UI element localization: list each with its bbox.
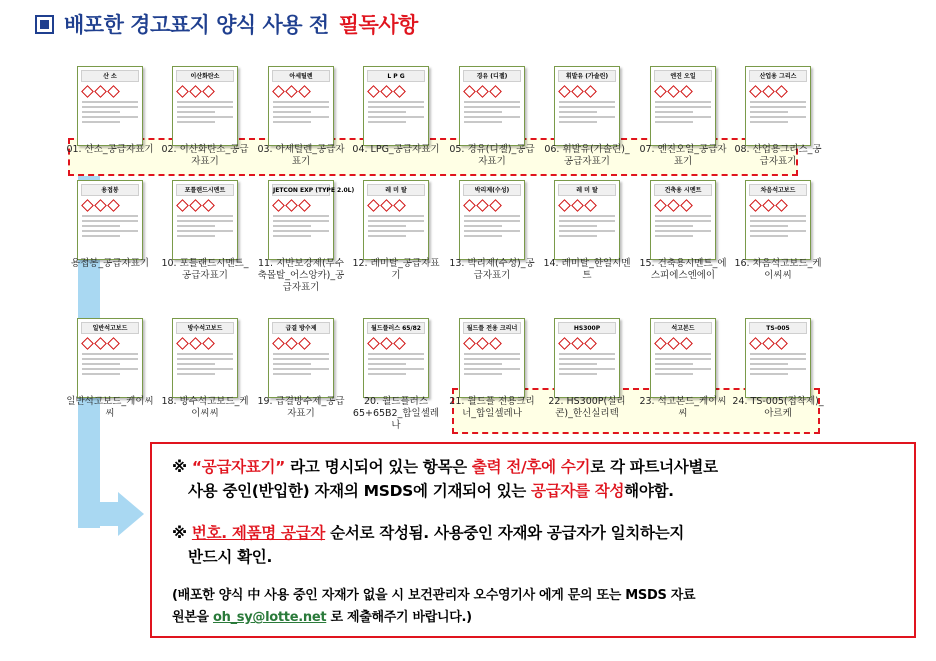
form-caption[interactable]: 15. 건축용시멘트_에스피에스엔에이 <box>639 258 727 281</box>
hazard-diamond-icon <box>749 85 762 98</box>
text-line <box>177 368 233 370</box>
thumbnail-header: HS300P <box>558 322 616 334</box>
text-line <box>273 225 311 227</box>
text-line <box>750 225 788 227</box>
hazard-diamond-icon <box>463 199 476 212</box>
thumbnail-header: 산 소 <box>81 70 139 82</box>
hazard-icons <box>82 85 138 98</box>
form-thumbnail[interactable] <box>268 180 355 260</box>
title-emphasis: 필독사항 <box>338 13 418 37</box>
hazard-icons <box>750 199 806 212</box>
text-line <box>82 235 120 237</box>
text-line <box>273 111 311 113</box>
hazard-diamond-icon <box>476 199 489 212</box>
notice-box: ※ “공급자표기” 라고 명시되어 있는 항목은 출력 전/후에 수기로 각 파트너사별로 사용 중인(반입한) 자재의 MSDS에 기재되어 있는 공급자를 작성해야함. ※ 번호. 제품명 공급자 순서로 작성됨. 사용중인 자재와 공급자가 일치하는지 반드시 확인. (배포한 양식 中 사용 중인 자재가 없을 시 보건관리자 오수영기사 에게 문의 또는 MSDS 자료 원본을 oh_sy@lotte.net 로 제출해주기 바랍니다.) <box>150 442 916 638</box>
hazard-diamond-icon <box>285 337 298 350</box>
text-line <box>82 215 138 217</box>
thumbnail-header: TS-005 <box>749 322 807 334</box>
text-line <box>559 111 597 113</box>
text-line <box>655 106 711 108</box>
thumbnail-header: 아세틸렌 <box>272 70 330 82</box>
text-line <box>655 121 693 123</box>
form-thumbnail[interactable] <box>745 66 811 146</box>
text-line <box>559 235 597 237</box>
text-line <box>273 106 329 108</box>
form-caption[interactable]: 24. TS-005(접착제)_아르케 <box>732 396 824 419</box>
text-line <box>464 230 520 232</box>
form-caption[interactable]: 03. 아세틸렌_공급자표기 <box>257 144 345 167</box>
form-thumbnail[interactable] <box>650 180 716 260</box>
hazard-icons <box>177 85 233 98</box>
arrow-right-icon <box>118 492 144 536</box>
text-line <box>464 373 502 375</box>
text-line <box>82 358 138 360</box>
text-line <box>368 116 424 118</box>
thumbnail-header: 일반석고보드 <box>81 322 139 334</box>
form-caption[interactable]: 13. 박리제(수성)_공급자표기 <box>449 258 535 281</box>
text-line <box>177 106 233 108</box>
hazard-icons <box>655 85 711 98</box>
note-bullet: ※ <box>172 458 187 476</box>
text-line <box>750 116 806 118</box>
text-line <box>177 373 215 375</box>
text-line <box>273 220 329 222</box>
text-line <box>368 353 424 355</box>
hazard-diamond-icon <box>680 199 693 212</box>
hazard-diamond-icon <box>558 85 571 98</box>
hazard-diamond-icon <box>489 85 502 98</box>
text-line <box>177 116 233 118</box>
form-caption[interactable]: 20. 월드플러스65+65B2_합일셀레나 <box>352 396 440 431</box>
form-caption[interactable]: 05. 경유(디젤)_공급자표기 <box>449 144 535 167</box>
text-line <box>82 121 120 123</box>
text-line <box>368 106 424 108</box>
page-title <box>35 8 418 40</box>
text-line <box>750 373 788 375</box>
text-line <box>177 353 233 355</box>
text-line <box>82 225 120 227</box>
text-line <box>464 215 520 217</box>
hazard-diamond-icon <box>463 85 476 98</box>
text-line <box>655 230 711 232</box>
text-line <box>82 353 138 355</box>
text-line <box>82 220 138 222</box>
thumbnail-header: 레 미 탈 <box>558 184 616 196</box>
hazard-diamond-icon <box>107 337 120 350</box>
form-thumbnail[interactable] <box>745 318 811 398</box>
form-caption[interactable]: 02. 이산화탄소_공급자표기 <box>161 144 249 167</box>
text-line <box>559 106 615 108</box>
hazard-diamond-icon <box>107 85 120 98</box>
text-line <box>177 363 215 365</box>
hazard-diamond-icon <box>285 199 298 212</box>
thumbnail-header: 산업용 그리스 <box>749 70 807 82</box>
hazard-diamond-icon <box>667 199 680 212</box>
text-line <box>750 230 806 232</box>
text-line <box>177 235 215 237</box>
text-line <box>750 215 806 217</box>
text-line <box>464 101 520 103</box>
form-thumbnail[interactable] <box>554 180 620 260</box>
thumbnail-header: JETCON EXP (TYPE 2.0L) <box>272 184 330 196</box>
hazard-diamond-icon <box>202 337 215 350</box>
text-line <box>655 116 711 118</box>
hazard-diamond-icon <box>654 337 667 350</box>
hazard-icons <box>177 199 233 212</box>
text-line <box>750 220 806 222</box>
thumbnail-header: L P G <box>367 70 425 82</box>
hazard-icons <box>82 199 138 212</box>
thumbnail-header: 용접봉 <box>81 184 139 196</box>
hazard-diamond-icon <box>380 337 393 350</box>
hazard-icons <box>750 85 806 98</box>
text-line <box>273 358 329 360</box>
form-caption[interactable]: 21. 월드플 전용크리너_합일셀레나 <box>449 396 535 419</box>
thumbnail-header: 월드플러스 65/82 <box>367 322 425 334</box>
text-line <box>655 353 711 355</box>
text-line <box>177 220 233 222</box>
hazard-icons <box>368 199 424 212</box>
text-line <box>559 215 615 217</box>
hazard-diamond-icon <box>571 337 584 350</box>
hazard-diamond-icon <box>202 199 215 212</box>
hazard-diamond-icon <box>775 85 788 98</box>
text-line <box>368 363 406 365</box>
hazard-icons <box>464 337 520 350</box>
hazard-diamond-icon <box>189 199 202 212</box>
text-line <box>464 111 502 113</box>
text-line <box>177 215 233 217</box>
text-line <box>559 358 615 360</box>
hazard-diamond-icon <box>489 337 502 350</box>
text-line <box>559 373 597 375</box>
text-line <box>750 358 806 360</box>
text-line <box>750 101 806 103</box>
hazard-diamond-icon <box>81 337 94 350</box>
thumbnail-header: 방수석고보드 <box>176 322 234 334</box>
hazard-diamond-icon <box>367 85 380 98</box>
hazard-diamond-icon <box>367 199 380 212</box>
thumbnail-header: 차음석고보드 <box>749 184 807 196</box>
text-line <box>368 368 424 370</box>
text-line <box>273 215 329 217</box>
hazard-icons <box>559 199 615 212</box>
text-line <box>464 116 520 118</box>
text-line <box>655 363 693 365</box>
hazard-diamond-icon <box>584 337 597 350</box>
hazard-diamond-icon <box>393 85 406 98</box>
hazard-diamond-icon <box>298 337 311 350</box>
text-line <box>82 373 120 375</box>
text-line <box>559 225 597 227</box>
form-caption[interactable]: 23. 석고본드_케이씨씨 <box>639 396 727 419</box>
text-line <box>750 363 788 365</box>
text-line <box>655 373 693 375</box>
text-line <box>655 368 711 370</box>
text-line <box>464 220 520 222</box>
hazard-diamond-icon <box>476 85 489 98</box>
hazard-diamond-icon <box>176 337 189 350</box>
hazard-diamond-icon <box>476 337 489 350</box>
hazard-icons <box>559 85 615 98</box>
text-line <box>750 106 806 108</box>
hazard-icons <box>273 85 329 98</box>
form-caption[interactable]: 11. 지반보강제(무수축몰탈_어스앙카)_공급자표기 <box>257 258 345 293</box>
text-line <box>177 101 233 103</box>
form-thumbnail[interactable] <box>77 318 143 398</box>
form-thumbnail[interactable] <box>172 180 238 260</box>
thumbnail-header: 엔진 오일 <box>654 70 712 82</box>
hazard-diamond-icon <box>81 199 94 212</box>
form-thumbnail[interactable] <box>77 66 143 146</box>
hazard-diamond-icon <box>380 199 393 212</box>
hazard-diamond-icon <box>584 199 597 212</box>
text-line <box>273 116 329 118</box>
hazard-icons <box>655 337 711 350</box>
text-line <box>368 111 406 113</box>
form-caption[interactable]: 14. 레미탈_한일시멘트 <box>543 258 631 281</box>
form-caption[interactable]: 18. 방수석고보드_케이씨씨 <box>161 396 249 419</box>
thumbnail-header: 포틀랜드시멘트 <box>176 184 234 196</box>
text-line <box>464 106 520 108</box>
hazard-icons <box>559 337 615 350</box>
hazard-icons <box>655 199 711 212</box>
hazard-icons <box>273 337 329 350</box>
text-line <box>559 230 615 232</box>
text-line <box>559 368 615 370</box>
text-line <box>464 235 502 237</box>
text-line <box>368 373 406 375</box>
text-line <box>82 101 138 103</box>
hazard-icons <box>750 337 806 350</box>
text-line <box>82 106 138 108</box>
thumbnail-header: 휘발유 (가솔린) <box>558 70 616 82</box>
text-line <box>273 368 329 370</box>
hazard-diamond-icon <box>285 85 298 98</box>
hazard-icons <box>368 85 424 98</box>
hazard-diamond-icon <box>393 199 406 212</box>
text-line <box>82 111 120 113</box>
hazard-diamond-icon <box>654 199 667 212</box>
text-line <box>368 215 424 217</box>
arrow-shaft-horizontal <box>78 502 118 526</box>
hazard-diamond-icon <box>558 199 571 212</box>
text-line <box>464 368 520 370</box>
text-line <box>177 121 215 123</box>
hazard-diamond-icon <box>298 85 311 98</box>
form-thumbnail[interactable] <box>363 66 429 146</box>
text-line <box>655 101 711 103</box>
text-line <box>750 121 788 123</box>
form-thumbnail[interactable] <box>268 66 334 146</box>
text-line <box>368 230 424 232</box>
text-line <box>273 363 311 365</box>
text-line <box>273 373 311 375</box>
hazard-icons <box>368 337 424 350</box>
hazard-diamond-icon <box>94 337 107 350</box>
text-line <box>750 235 788 237</box>
text-line <box>368 220 424 222</box>
form-thumbnail[interactable] <box>554 318 620 398</box>
hazard-diamond-icon <box>775 199 788 212</box>
form-thumbnail[interactable] <box>268 318 334 398</box>
thumbnail-header: 경유 (디젤) <box>463 70 521 82</box>
hazard-diamond-icon <box>189 337 202 350</box>
hazard-diamond-icon <box>393 337 406 350</box>
thumbnail-header: 레 미 탈 <box>367 184 425 196</box>
form-caption[interactable]: 08. 산업용그리스_공급자표기 <box>734 144 822 167</box>
thumbnail-header: 이산화탄소 <box>176 70 234 82</box>
form-caption[interactable]: 일반석고보드_케이씨씨 <box>66 396 154 419</box>
hazard-diamond-icon <box>680 85 693 98</box>
text-line <box>750 111 788 113</box>
text-line <box>464 121 502 123</box>
hazard-diamond-icon <box>749 337 762 350</box>
email-link[interactable]: oh_sy@lotte.net <box>213 610 327 625</box>
text-line <box>273 101 329 103</box>
text-line <box>464 225 502 227</box>
hazard-diamond-icon <box>584 85 597 98</box>
hazard-diamond-icon <box>571 199 584 212</box>
form-caption[interactable]: 19. 급결방수제_공급자표기 <box>257 396 345 419</box>
hazard-icons <box>177 337 233 350</box>
text-line <box>559 363 597 365</box>
text-line <box>559 121 597 123</box>
form-caption[interactable]: 01. 산소_공급자표기 <box>66 144 154 155</box>
text-line <box>655 220 711 222</box>
text-line <box>559 353 615 355</box>
text-line <box>655 225 693 227</box>
hazard-diamond-icon <box>176 199 189 212</box>
form-thumbnail[interactable] <box>650 318 716 398</box>
form-thumbnail[interactable] <box>363 318 429 398</box>
thumbnail-header: 건축용 시멘트 <box>654 184 712 196</box>
hazard-diamond-icon <box>380 85 393 98</box>
text-line <box>655 215 711 217</box>
text-line <box>82 230 138 232</box>
hazard-diamond-icon <box>667 85 680 98</box>
text-line <box>368 358 424 360</box>
form-caption[interactable]: 16. 차음석고보드_케이씨씨 <box>734 258 822 281</box>
form-thumbnail[interactable] <box>77 180 143 260</box>
text-line <box>368 121 406 123</box>
form-thumbnail[interactable] <box>459 66 525 146</box>
hazard-diamond-icon <box>202 85 215 98</box>
hazard-icons <box>464 199 520 212</box>
form-thumbnail[interactable] <box>554 66 620 146</box>
hazard-diamond-icon <box>81 85 94 98</box>
hazard-diamond-icon <box>749 199 762 212</box>
hazard-diamond-icon <box>762 199 775 212</box>
text-line <box>655 111 693 113</box>
thumbnail-header: 급결 방수제 <box>272 322 330 334</box>
hazard-diamond-icon <box>94 85 107 98</box>
hazard-diamond-icon <box>272 337 285 350</box>
hazard-diamond-icon <box>558 337 571 350</box>
form-thumbnail[interactable] <box>745 180 811 260</box>
hazard-diamond-icon <box>571 85 584 98</box>
text-line <box>177 230 233 232</box>
text-line <box>82 363 120 365</box>
text-line <box>368 225 406 227</box>
text-line <box>655 235 693 237</box>
text-line <box>82 116 138 118</box>
text-line <box>750 353 806 355</box>
form-caption[interactable]: 22. HS300P(실리콘)_한신실리텍 <box>548 396 626 419</box>
text-line <box>177 111 215 113</box>
text-line <box>559 116 615 118</box>
text-line <box>273 235 311 237</box>
hazard-diamond-icon <box>680 337 693 350</box>
form-thumbnail[interactable] <box>650 66 716 146</box>
hazard-diamond-icon <box>667 337 680 350</box>
form-thumbnail[interactable] <box>459 180 525 260</box>
text-line <box>273 230 329 232</box>
form-thumbnail[interactable] <box>172 66 238 146</box>
form-thumbnail[interactable] <box>459 318 525 398</box>
thumbnail-header: 박리제(수성) <box>463 184 521 196</box>
hazard-diamond-icon <box>463 337 476 350</box>
form-thumbnail[interactable] <box>172 318 238 398</box>
hazard-diamond-icon <box>367 337 380 350</box>
hazard-diamond-icon <box>189 85 202 98</box>
hazard-diamond-icon <box>489 199 502 212</box>
hazard-diamond-icon <box>654 85 667 98</box>
hazard-diamond-icon <box>272 199 285 212</box>
thumbnail-header: 월드플 전용 크리너 <box>463 322 521 334</box>
text-line <box>368 235 406 237</box>
text-line <box>177 225 215 227</box>
form-caption[interactable]: 12. 레미탈_공급자표기 <box>352 258 440 281</box>
hazard-diamond-icon <box>94 199 107 212</box>
form-caption[interactable]: 10. 포틀랜드시멘트_공급자표기 <box>161 258 249 281</box>
text-line <box>750 368 806 370</box>
text-line <box>177 358 233 360</box>
text-line <box>464 358 520 360</box>
hazard-diamond-icon <box>762 337 775 350</box>
bullet-square-icon <box>35 15 54 34</box>
text-line <box>464 363 502 365</box>
text-line <box>368 101 424 103</box>
text-line <box>464 353 520 355</box>
hazard-icons <box>464 85 520 98</box>
hazard-icons <box>273 199 329 212</box>
hazard-diamond-icon <box>762 85 775 98</box>
title-main: 배포한 경고표지 양식 사용 전 <box>64 13 329 37</box>
text-line <box>82 368 138 370</box>
text-line <box>655 358 711 360</box>
hazard-diamond-icon <box>272 85 285 98</box>
text-line <box>559 220 615 222</box>
hazard-diamond-icon <box>298 199 311 212</box>
form-thumbnail[interactable] <box>363 180 429 260</box>
hazard-icons <box>82 337 138 350</box>
hazard-diamond-icon <box>107 199 120 212</box>
hazard-diamond-icon <box>176 85 189 98</box>
form-caption[interactable]: 용접봉_공급자표기 <box>70 258 150 269</box>
form-caption[interactable]: 07. 엔진오일_공급자표기 <box>639 144 727 167</box>
text-line <box>273 353 329 355</box>
text-line <box>559 101 615 103</box>
thumbnail-header: 석고본드 <box>654 322 712 334</box>
form-caption[interactable]: 06. 휘발유(가솔린)_공급자표기 <box>544 144 630 167</box>
text-line <box>273 121 311 123</box>
form-caption[interactable]: 04. LPG_공급자표기 <box>352 144 440 155</box>
hazard-diamond-icon <box>775 337 788 350</box>
